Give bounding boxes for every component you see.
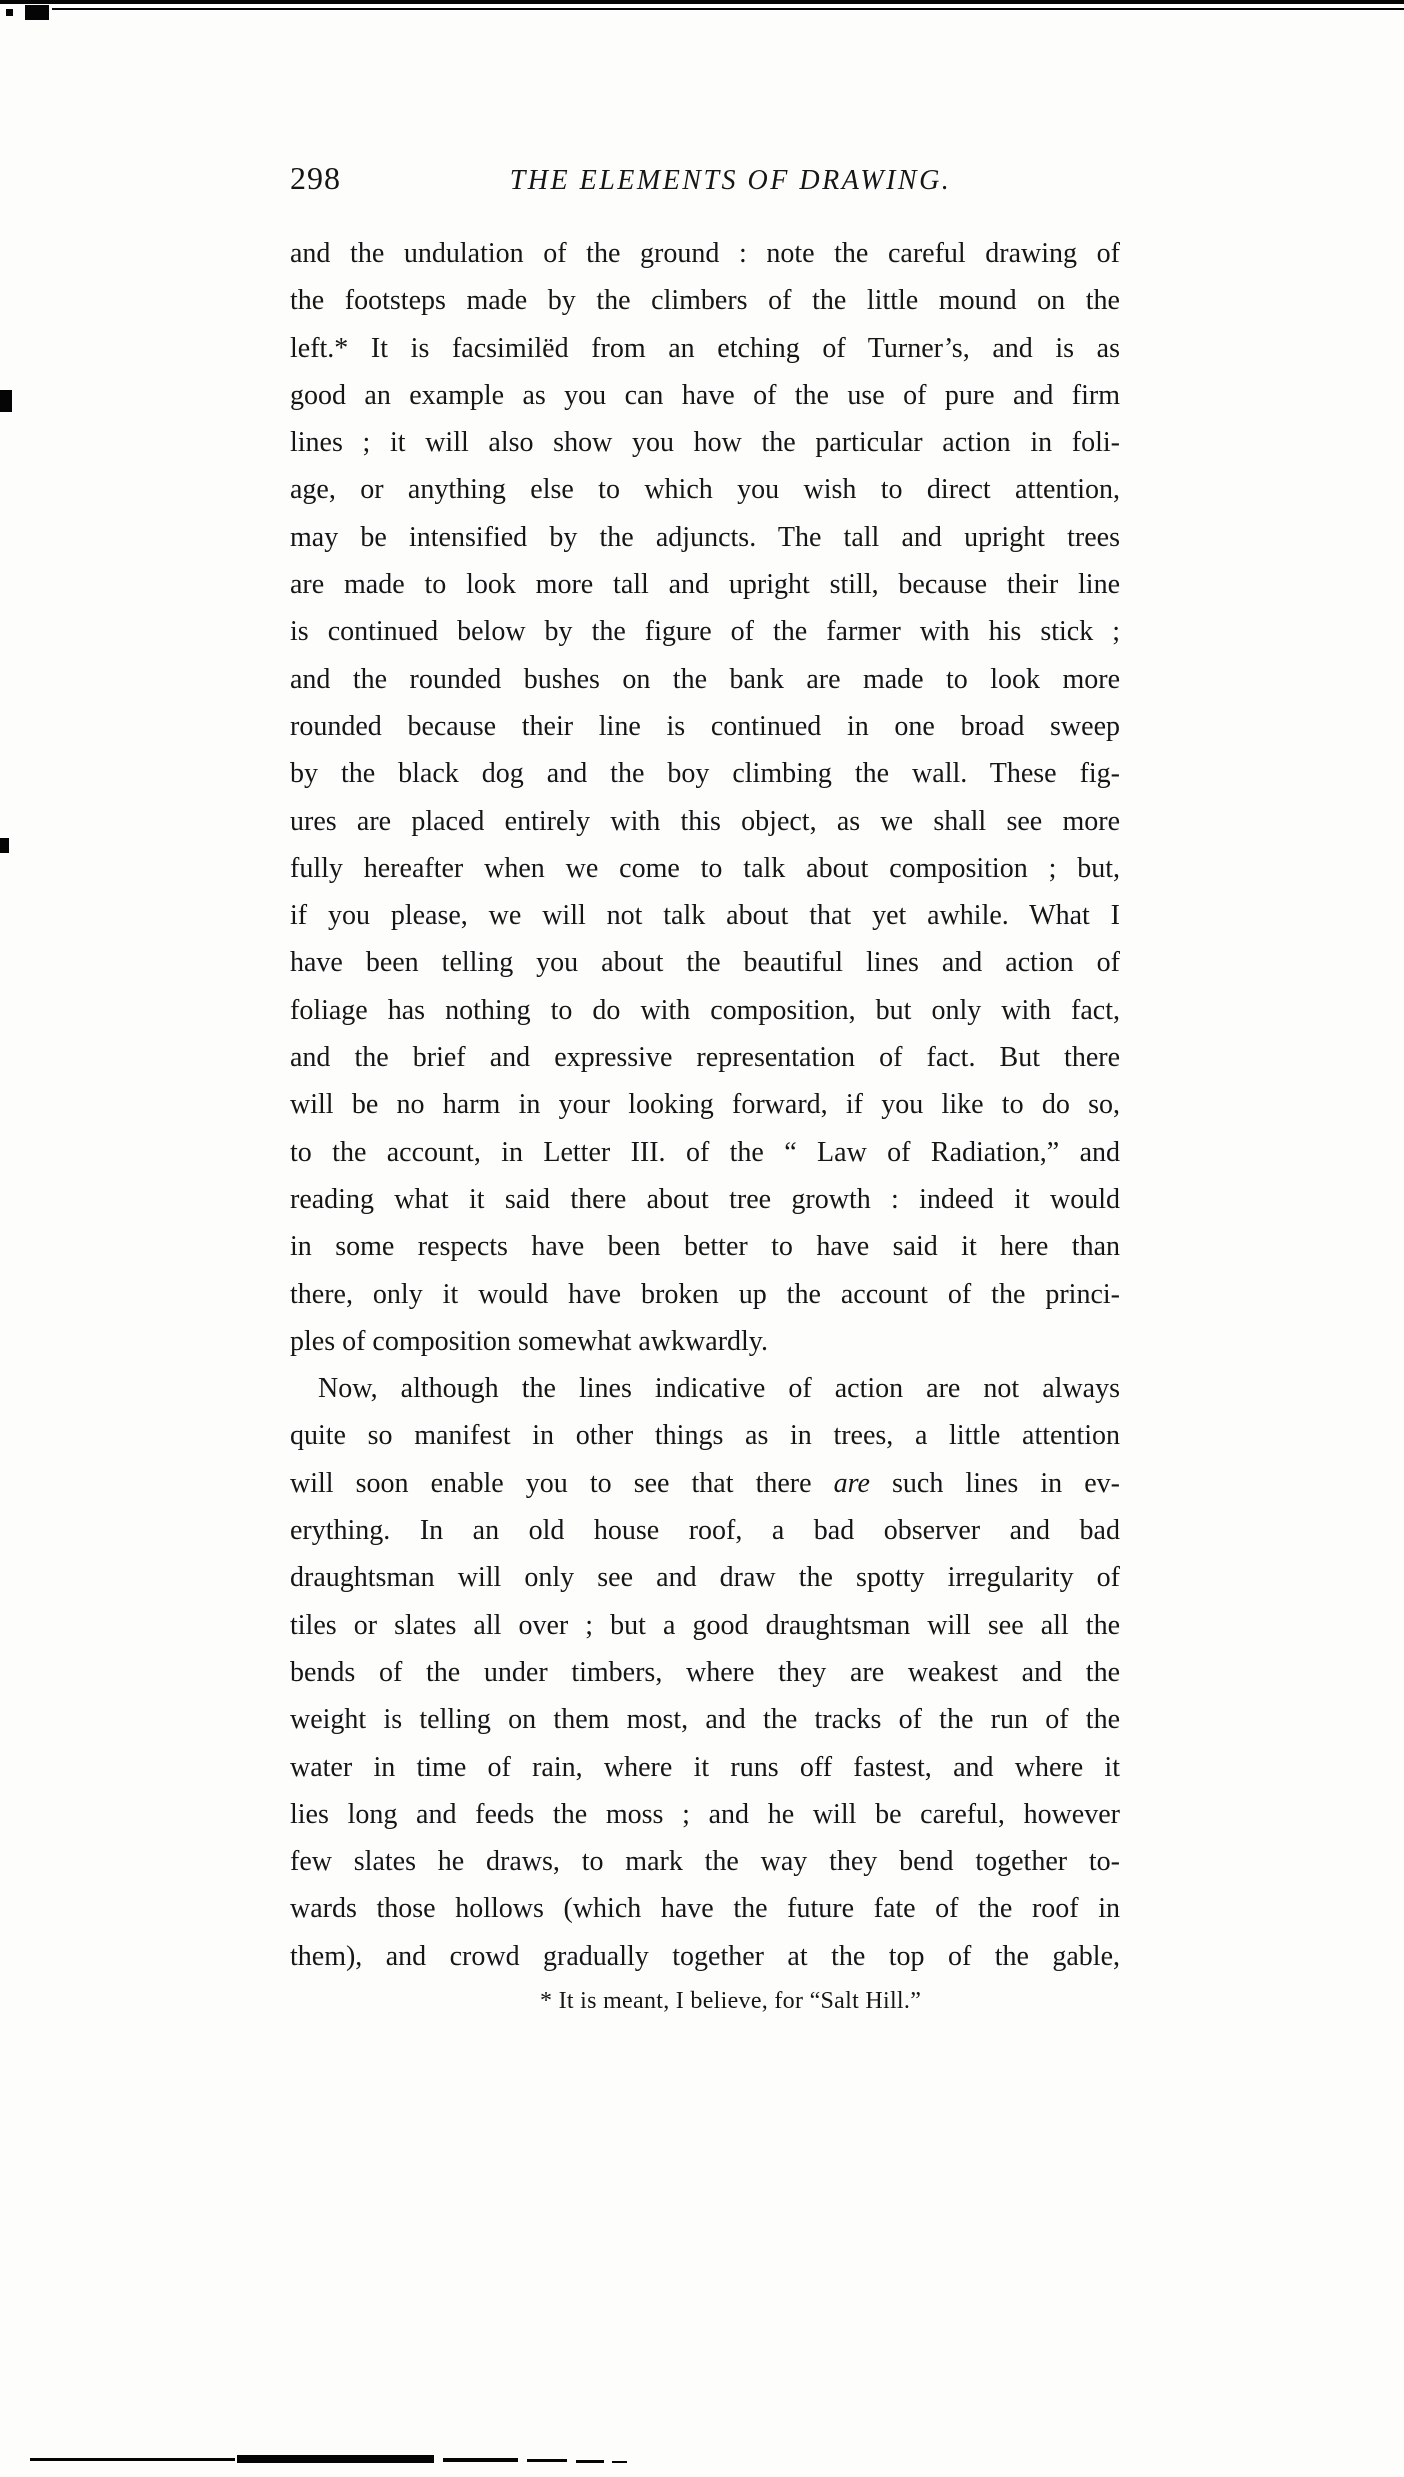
scan-bottom-rule-segment xyxy=(443,2458,518,2462)
scan-bottom-rule-segment xyxy=(30,2458,235,2461)
text-line: are made to look more tall and upright still, because their line xyxy=(290,569,1120,601)
text-segment: will soon enable you to see that there xyxy=(290,1467,834,1499)
text-line: and the rounded bushes on the bank are made to look more xyxy=(290,663,1120,695)
text-line xyxy=(290,1460,1120,1507)
page-header xyxy=(290,160,1120,197)
text-line: ures are placed entirely with this object, as we shall see more xyxy=(290,805,1120,837)
italic-text: are xyxy=(833,1467,870,1499)
text-line: if you please, we will not talk about that yet awhile. What I xyxy=(290,900,1120,932)
text-line: may be intensified by the adjuncts. The tall and upright trees xyxy=(290,521,1120,553)
text-line: rounded because their line is continued in one broad sweep xyxy=(290,710,1120,742)
running-title: THE ELEMENTS OF DRAWING. xyxy=(509,165,952,196)
text-line: have been telling you about the beautiful lines and action of xyxy=(290,947,1120,979)
text-line: erything. In an old house roof, a bad observer and bad xyxy=(290,1515,1120,1547)
text-line: in some respects have been better to have said it here than xyxy=(290,1231,1120,1263)
scan-bottom-rule-segment xyxy=(612,2461,627,2463)
text-line: there, only it would have broken up the account of the princi- xyxy=(290,1278,1120,1310)
text-line: bends of the under timbers, where they are weakest and the xyxy=(290,1656,1120,1688)
text-line: age, or anything else to which you wish to direct attention, xyxy=(290,474,1120,506)
scan-ink-blob xyxy=(25,5,49,20)
text-line: is continued below by the figure of the farmer with his stick ; xyxy=(290,616,1120,648)
text-line: to the account, in Letter III. of the “ Law of Radiation,” and xyxy=(290,1136,1120,1168)
text-line: and the undulation of the ground : note the careful drawing of xyxy=(290,238,1120,269)
text-line: fully hereafter when we come to talk about composition ; but, xyxy=(290,852,1120,884)
text-line: lies long and feeds the moss ; and he will be careful, however xyxy=(290,1798,1120,1830)
text-line: lines ; it will also show you how the particular action in foli- xyxy=(290,427,1120,459)
text-line: wards those hollows (which have the future fate of the roof in xyxy=(290,1893,1120,1925)
text-line: few slates he draws, to mark the way they bend together to- xyxy=(290,1846,1120,1878)
text-line: the footsteps made by the climbers of the little mound on the xyxy=(290,285,1120,317)
text-line: left.* It is facsimilëd from an etching of Turner’s, and is as xyxy=(290,332,1120,364)
page-number: 298 xyxy=(290,160,341,196)
text-line: foliage has nothing to do with composition, but only with fact, xyxy=(290,994,1120,1026)
text-line: reading what it said there about tree growth : indeed it would xyxy=(290,1183,1120,1215)
text-line: Now, although the lines indicative of action are not always xyxy=(318,1373,1120,1405)
text-line: draughtsman will only see and draw the spotty irregularity of xyxy=(290,1562,1120,1594)
footnote: * It is meant, I believe, for “Salt Hill.” xyxy=(540,1988,922,2014)
body-text xyxy=(290,230,1120,1980)
scan-ink-blob xyxy=(6,9,13,16)
scan-top-rule xyxy=(0,0,1404,4)
scan-top-rule-thin xyxy=(52,8,1404,10)
scan-bottom-rule-segment xyxy=(237,2455,434,2463)
text-line: will be no harm in your looking forward, if you like to do so, xyxy=(290,1089,1120,1121)
text-line: quite so manifest in other things as in trees, a little attention xyxy=(290,1420,1120,1452)
scan-bottom-rule-segment xyxy=(527,2459,567,2462)
text-line: and the brief and expressive representation of fact. But there xyxy=(290,1042,1120,1074)
text-line: good an example as you can have of the use of pure and firm xyxy=(290,379,1120,411)
scan-bottom-rule-segment xyxy=(576,2460,604,2463)
text-line: weight is telling on them most, and the tracks of the run of the xyxy=(290,1704,1120,1736)
text-line: water in time of rain, where it runs off fastest, and where it xyxy=(290,1751,1120,1783)
text-line: them), and crowd gradually together at the top of the gable, xyxy=(290,1940,1120,1972)
text-line: by the black dog and the boy climbing the wall. These fig- xyxy=(290,758,1120,790)
scan-edge-mark xyxy=(0,838,9,853)
text-line: ples of composition somewhat awkwardly. xyxy=(290,1325,768,1357)
text-line: tiles or slates all over ; but a good draughtsman will see all the xyxy=(290,1609,1120,1641)
text-segment: such lines in ev- xyxy=(869,1467,1120,1499)
scan-edge-mark xyxy=(0,390,12,412)
